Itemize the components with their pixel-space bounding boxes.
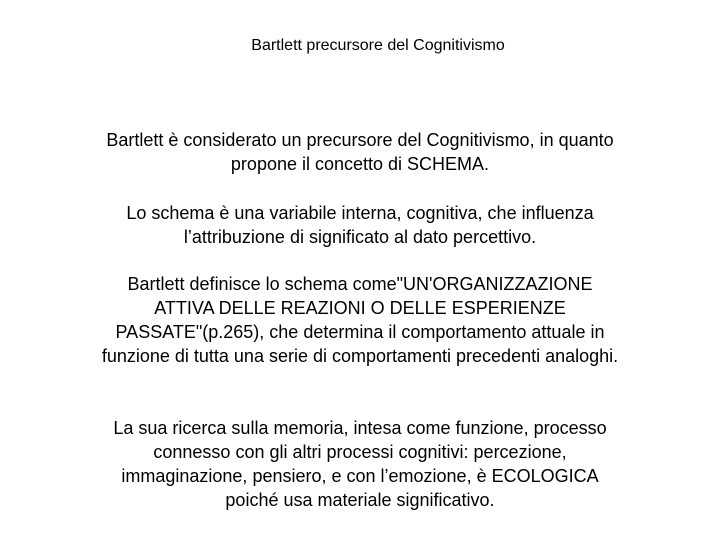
- text-line: funzione di tutta una serie di comportamenti precedenti analoghi.: [101, 346, 619, 366]
- paragraph-precursor: [0, 128, 720, 176]
- paragraph-memory-research: [0, 416, 720, 512]
- paragraph-schema-quote: [0, 272, 720, 368]
- text-line: poiché usa materiale significativo.: [225, 490, 495, 510]
- text-line: Bartlett è considerato un precursore del Cognitivismo, in quanto: [106, 130, 614, 150]
- slide-title: Bartlett precursore del Cognitivismo: [251, 37, 505, 54]
- text-line: Bartlett definisce lo schema come"UN'ORGANIZZAZIONE: [127, 274, 593, 294]
- text-line: Lo schema è una variabile interna, cognitiva, che influenza: [126, 203, 594, 223]
- text-line: ATTIVA DELLE REAZIONI O DELLE ESPERIENZE: [154, 298, 566, 318]
- text-line: connesso con gli altri processi cognitivi: percezione,: [153, 442, 567, 462]
- text-line: propone il concetto di SCHEMA.: [230, 154, 490, 174]
- text-line: immaginazione, pensiero, e con l’emozione, è ECOLOGICA: [121, 466, 599, 486]
- text-line: l’attribuzione di significato al dato percettivo.: [183, 227, 537, 247]
- text-line: PASSATE"(p.265), che determina il comportamento attuale in: [115, 322, 605, 342]
- paragraph-schema-definition: [0, 201, 720, 249]
- text-line: La sua ricerca sulla memoria, intesa come funzione, processo: [113, 418, 607, 438]
